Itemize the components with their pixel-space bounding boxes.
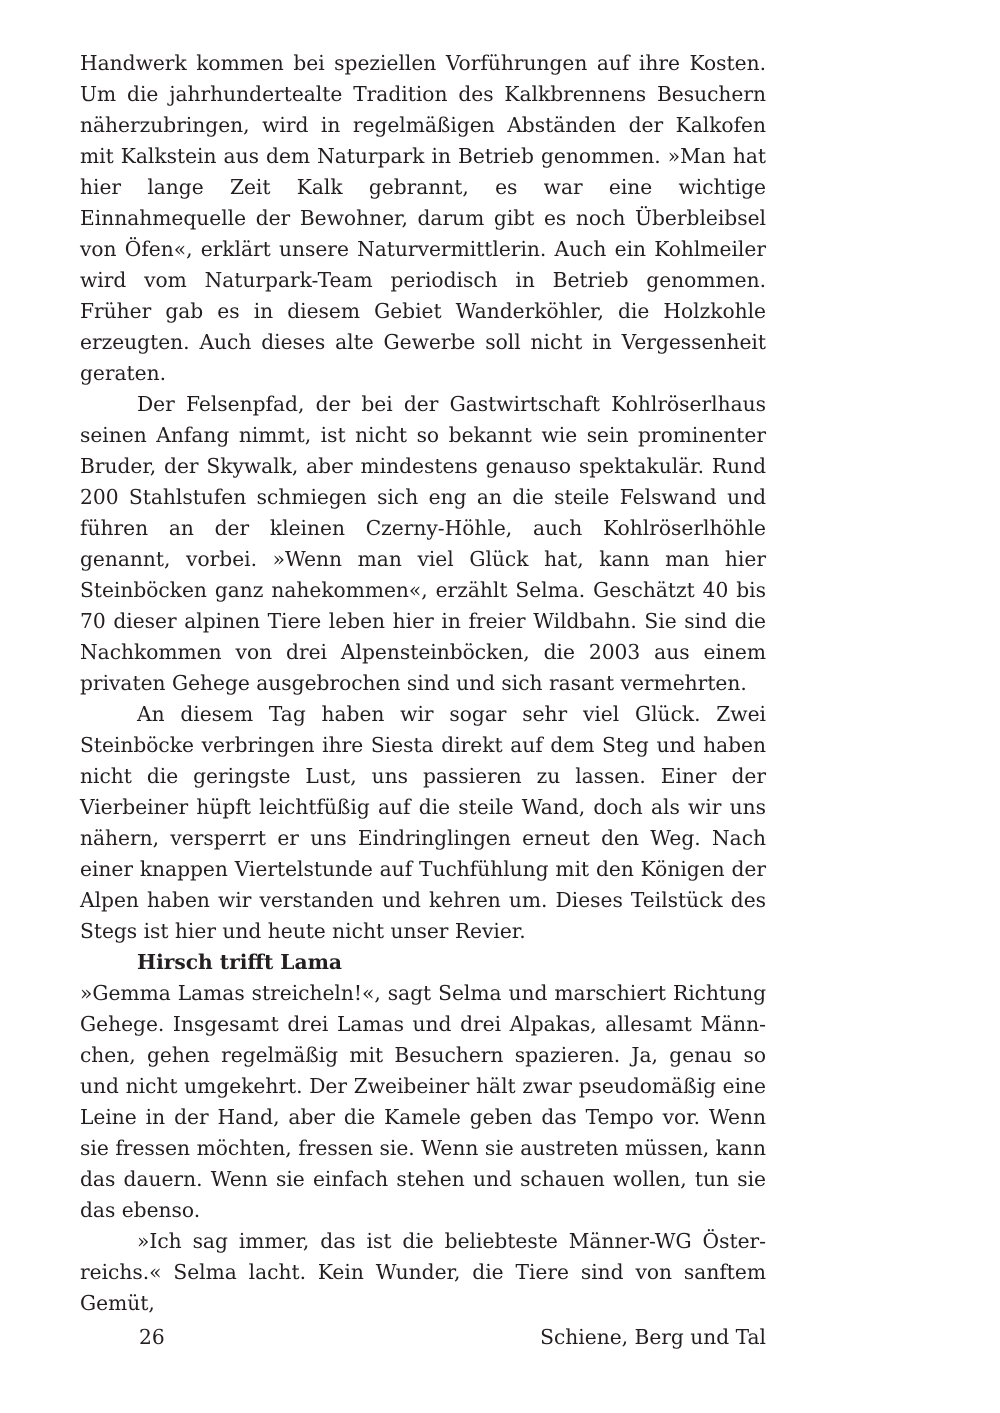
body-paragraph: »Gemma Lamas streicheln!«, sagt Selma und marschiert Richtung Gehege. Insgesamt drei Lamas und drei Alpakas, allesamt Männchen, gehen regelmäßig mit Besuchern spazieren. Ja, genau so und nicht umgekehrt. Der Zweibeiner hält zwar pseudomäßig eine Leine in der Hand, aber die Kamele geben das Tempo vor. Wenn sie fressen möchten, fressen sie. Wenn sie austreten müssen, kann das dauern. Wenn sie einfach stehen und schauen wollen, tun sie das ebenso. [80,981,766,1222]
body-paragraph: »Ich sag immer, das ist die beliebteste Männer-WG Österreichs.« Selma lacht. Kein Wunder, die Tiere sind von sanftem Gemüt, [80,1229,766,1315]
main-text-column [80,48,766,1319]
body-paragraph: Der Felsenpfad, der bei der Gastwirtschaft Kohlröserlhaus seinen Anfang nimmt, ist nicht so bekannt wie sein prominenter Bruder, der Skywalk, aber mindestens genauso spektakulär. Rund 200 Stahlstufen schmiegen sich eng an die steile Felswand und führen an der kleinen Czerny-Höhle, auch Kohlröserlhöhle genannt, vorbei. »Wenn man viel Glück hat, kann man hier Steinböcken ganz nahekommen«, erzählt Selma. Geschätzt 40 bis 70 dieser alpinen Tiere leben hier in freier Wildbahn. Sie sind die Nachkommen von drei Alpensteinböcken, die 2003 aus einem privaten Gehege ausgebrochen sind und sich rasant vermehrten. [80,392,766,695]
body-paragraph: Handwerk kommen bei speziellen Vorführungen auf ihre Kosten. Um die jahrhundertealte Tradition des Kalkbrennens Besuchern näherzubringen, wird in regelmäßigen Abständen der Kalkofen mit Kalkstein aus dem Naturpark in Betrieb genommen. »Man hat hier lange Zeit Kalk gebrannt, es war eine wichtige Einnahmequelle der Bewohner, darum gibt es noch Überbleibsel von Öfen«, erklärt unsere Naturvermittlerin. Auch ein Kohlmeiler wird vom Naturpark-Team periodisch in Betrieb genommen. Früher gab es in diesem Gebiet Wanderköhler, die Holzkohle erzeugten. Auch dieses alte Gewerbe soll nicht in Vergessenheit geraten. [80,51,766,385]
page-number: 26 [139,1325,165,1349]
running-title: Schiene, Berg und Tal [540,1325,766,1349]
body-paragraph: An diesem Tag haben wir sogar sehr viel Glück. Zwei Steinböcke verbringen ihre Siesta direkt auf dem Steg und haben nicht die geringste Lust, uns passieren zu lassen. Einer der Vierbeiner hüpft leichtfüßig auf die steile Wand, doch als wir uns nähern, versperrt er uns Eindringlingen erneut den Weg. Nach einer knappen Viertelstunde auf Tuchfühlung mit den Königen der Alpen haben wir verstanden und kehren um. Dieses Teilstück des Stegs ist hier und heute nicht unser Revier. [80,702,766,943]
section-heading: Hirsch trifft Lama [137,950,343,974]
